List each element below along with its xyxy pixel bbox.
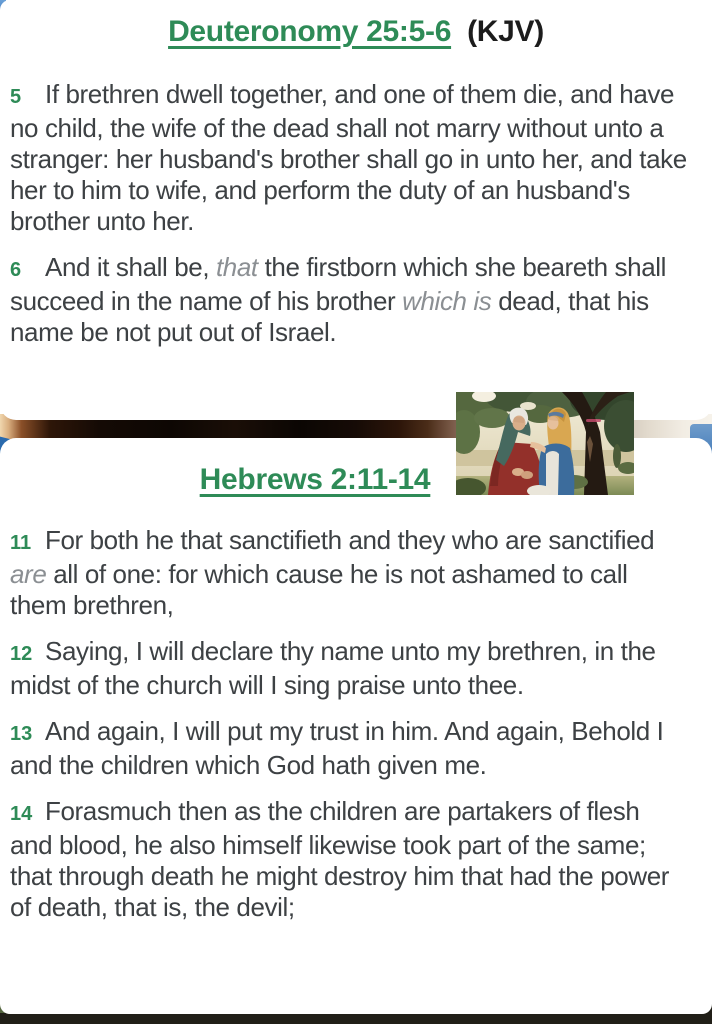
verse-6	[10, 252, 688, 348]
verse-number: 14	[10, 803, 33, 825]
verse-text: dead, that his name be not put out of Israel.	[10, 286, 649, 347]
verse-text: Saying, I will declare thy name unto my brethren, in the midst of the church will I sing praise unto thee.	[10, 636, 656, 700]
passage-card-hebrews	[0, 438, 712, 1014]
supplied-word-italic: are	[10, 559, 47, 589]
bible-illustration-two-women-under-tree[interactable]	[456, 392, 634, 495]
verse-text: And it shall be,	[45, 252, 216, 282]
verse-number: 6	[10, 259, 22, 281]
verse-5	[10, 79, 688, 237]
scripture-reference-link-deuteronomy[interactable]: Deuteronomy 25:5-6	[168, 15, 452, 48]
supplied-word-italic: which is	[402, 286, 492, 316]
passage-heading-deuteronomy	[0, 0, 712, 50]
verse-text: And again, I will put my trust in him. And again, Behold I and the children which God hath given me.	[10, 716, 664, 780]
scripture-reference-link-hebrews[interactable]: Hebrews 2:11-14	[199, 463, 431, 496]
verse-text: Forasmuch then as the children are partakers of flesh and blood, he also himself likewise took part of the same; that through death he might destroy him that had the power of death, that is, the devil;	[10, 796, 670, 922]
verse-12	[10, 636, 688, 701]
verse-text: For both he that sanctifieth and they who are sanctified	[45, 525, 655, 555]
verse-14	[10, 796, 688, 923]
verse-text: If brethren dwell together, and one of them die, and have no child, the wife of the dead shall not marry without unto a stranger: her husband's brother shall go in unto her, and take her to him to wife, and perform the duty of an husband's brother unto her.	[10, 79, 687, 236]
verse-11	[10, 525, 688, 621]
verse-text: all of one: for which cause he is not ashamed to call them brethren,	[10, 559, 628, 620]
verse-number: 11	[10, 532, 32, 554]
supplied-word-italic: that	[215, 252, 258, 282]
painting-svg	[456, 392, 634, 495]
verse-list-hebrews	[0, 525, 712, 923]
verse-text: the firstborn which she beareth shall succeed in the name of his brother	[10, 252, 667, 316]
passage-card-deuteronomy	[0, 0, 712, 420]
verse-13	[10, 716, 688, 781]
verse-list-deuteronomy	[0, 79, 712, 348]
verse-number: 12	[10, 643, 33, 665]
verse-number: 13	[10, 723, 33, 745]
verse-number: 5	[10, 86, 22, 108]
translation-label: (KJV)	[467, 15, 544, 48]
